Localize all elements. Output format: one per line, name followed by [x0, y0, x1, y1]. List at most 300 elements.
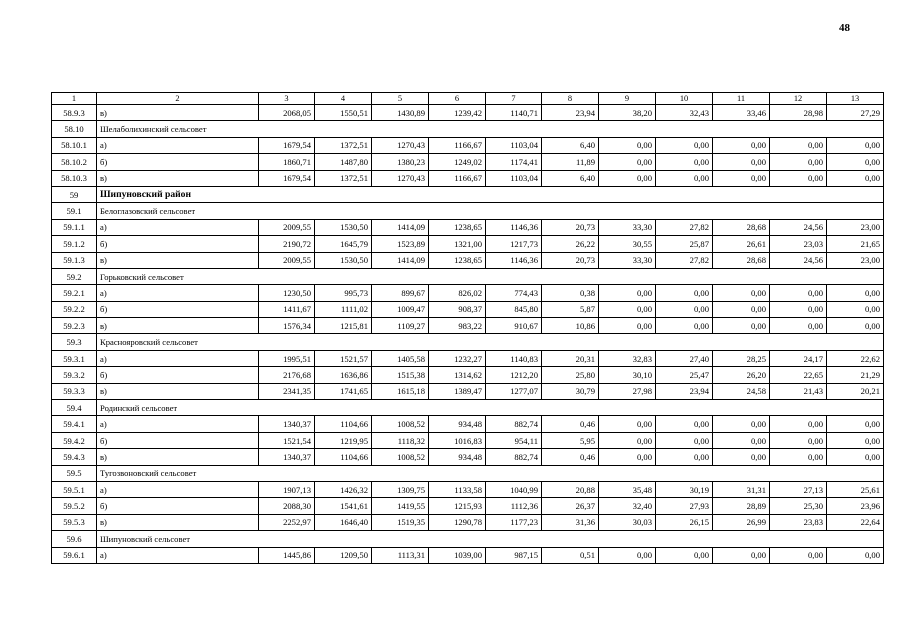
row-code: 59.5.3: [52, 514, 97, 530]
table-cell: 0,00: [656, 318, 713, 334]
table-cell: 845,80: [486, 301, 542, 317]
row-code: 59.4: [52, 400, 97, 416]
table-cell: 25,61: [827, 481, 884, 497]
table-cell: 27,13: [770, 481, 827, 497]
row-code: 58.10: [52, 121, 97, 137]
table-cell: 1414,09: [372, 252, 429, 268]
table-cell: 0,00: [656, 170, 713, 186]
row-variant-label: б): [97, 301, 259, 317]
table-cell: 26,22: [542, 236, 599, 252]
table-cell: 910,67: [486, 318, 542, 334]
table-cell: 774,43: [486, 285, 542, 301]
table-cell: 0,00: [827, 416, 884, 432]
row-code: 59.4.2: [52, 432, 97, 448]
table-cell: 24,56: [770, 219, 827, 235]
table-cell: 1217,73: [486, 236, 542, 252]
section-row: [52, 334, 884, 350]
table-cell: 0,00: [713, 449, 770, 465]
table-cell: 23,94: [542, 105, 599, 121]
table-cell: 1177,23: [486, 514, 542, 530]
table-cell: 23,83: [770, 514, 827, 530]
row-code: 58.9.3: [52, 105, 97, 121]
table-cell: 0,00: [827, 137, 884, 153]
table-cell: 25,47: [656, 367, 713, 383]
table-row: [52, 547, 884, 563]
table-cell: 0,00: [770, 170, 827, 186]
table-cell: 0,00: [656, 137, 713, 153]
table-cell: 26,37: [542, 498, 599, 514]
table-cell: 1146,36: [486, 219, 542, 235]
row-variant-label: в): [97, 514, 259, 530]
table-cell: 1238,65: [429, 252, 486, 268]
table-cell: 1166,67: [429, 170, 486, 186]
table-cell: 1487,80: [315, 154, 372, 170]
table-cell: 27,40: [656, 350, 713, 366]
table-cell: 1340,37: [259, 416, 315, 432]
table-cell: 0,00: [599, 416, 656, 432]
table-cell: 20,73: [542, 219, 599, 235]
table-cell: 2176,68: [259, 367, 315, 383]
row-variant-label: в): [97, 449, 259, 465]
table-cell: 0,00: [770, 318, 827, 334]
table-cell: 1860,71: [259, 154, 315, 170]
row-code: 58.10.2: [52, 154, 97, 170]
row-variant-label: в): [97, 318, 259, 334]
table-cell: 28,25: [713, 350, 770, 366]
table-cell: 6,40: [542, 137, 599, 153]
table-row: [52, 301, 884, 317]
table-row: [52, 252, 884, 268]
table-cell: 2068,05: [259, 105, 315, 121]
row-variant-label: а): [97, 416, 259, 432]
table-row: [52, 170, 884, 186]
table-cell: 21,29: [827, 367, 884, 383]
column-number: 8: [542, 93, 599, 105]
table-row: [52, 514, 884, 530]
table-cell: 0,00: [827, 285, 884, 301]
column-number: 9: [599, 93, 656, 105]
table-cell: 1270,43: [372, 137, 429, 153]
table-cell: 0,00: [656, 432, 713, 448]
table-cell: 0,00: [770, 416, 827, 432]
table-cell: 987,15: [486, 547, 542, 563]
table-cell: 1541,61: [315, 498, 372, 514]
row-variant-label: в): [97, 383, 259, 399]
table-cell: 30,19: [656, 481, 713, 497]
table-cell: 1209,50: [315, 547, 372, 563]
row-variant-label: в): [97, 105, 259, 121]
section-name: Шелаболихинский сельсовет: [97, 121, 884, 137]
table-cell: 882,74: [486, 449, 542, 465]
row-variant-label: б): [97, 498, 259, 514]
table-cell: 10,86: [542, 318, 599, 334]
table-cell: 25,87: [656, 236, 713, 252]
table-cell: 1112,36: [486, 498, 542, 514]
table-row: [52, 449, 884, 465]
table-cell: 0,00: [827, 449, 884, 465]
table-cell: 1009,47: [372, 301, 429, 317]
table-row: [52, 498, 884, 514]
column-number: 11: [713, 93, 770, 105]
table-row: [52, 137, 884, 153]
row-code: 59.6.1: [52, 547, 97, 563]
table-cell: 11,89: [542, 154, 599, 170]
table-cell: 0,00: [713, 301, 770, 317]
page-number: 48: [839, 22, 850, 34]
table-cell: 27,29: [827, 105, 884, 121]
table-cell: 1104,66: [315, 416, 372, 432]
row-code: 59.6: [52, 531, 97, 547]
column-number: 7: [486, 93, 542, 105]
table-cell: 24,56: [770, 252, 827, 268]
table-cell: 0,00: [713, 416, 770, 432]
section-row: [52, 268, 884, 284]
table-cell: 1212,20: [486, 367, 542, 383]
table-cell: 0,00: [770, 449, 827, 465]
row-code: 58.10.1: [52, 137, 97, 153]
table-cell: 23,03: [770, 236, 827, 252]
table-cell: 0,00: [713, 318, 770, 334]
table-cell: 32,40: [599, 498, 656, 514]
table-cell: 1646,40: [315, 514, 372, 530]
row-code: 59.3.1: [52, 350, 97, 366]
table-cell: 1146,36: [486, 252, 542, 268]
row-code: 59.5: [52, 465, 97, 481]
table-cell: 30,03: [599, 514, 656, 530]
table-cell: 0,00: [599, 154, 656, 170]
table-cell: 2009,55: [259, 219, 315, 235]
table-cell: 0,00: [713, 154, 770, 170]
table-cell: 0,00: [770, 137, 827, 153]
row-code: 59: [52, 186, 97, 202]
table-cell: 0,00: [656, 449, 713, 465]
table-cell: 20,73: [542, 252, 599, 268]
table-cell: 27,98: [599, 383, 656, 399]
table-cell: 27,93: [656, 498, 713, 514]
column-number: 1: [52, 93, 97, 105]
table-cell: 28,98: [770, 105, 827, 121]
table-cell: 1109,27: [372, 318, 429, 334]
table-cell: 1515,38: [372, 367, 429, 383]
row-variant-label: а): [97, 285, 259, 301]
table-cell: 33,30: [599, 219, 656, 235]
table-cell: 0,00: [599, 318, 656, 334]
table-cell: 1679,54: [259, 137, 315, 153]
row-variant-label: а): [97, 350, 259, 366]
table-row: [52, 350, 884, 366]
section-row: [52, 203, 884, 219]
table-cell: 1679,54: [259, 170, 315, 186]
table-cell: 1309,75: [372, 481, 429, 497]
table-cell: 934,48: [429, 449, 486, 465]
table-cell: 30,55: [599, 236, 656, 252]
table-row: [52, 481, 884, 497]
row-variant-label: в): [97, 170, 259, 186]
table-cell: 1103,04: [486, 137, 542, 153]
table-cell: 1140,71: [486, 105, 542, 121]
table-cell: 1389,47: [429, 383, 486, 399]
row-variant-label: б): [97, 432, 259, 448]
table-cell: 0,00: [770, 547, 827, 563]
table-cell: 0,00: [827, 154, 884, 170]
table-cell: 0,00: [599, 137, 656, 153]
table-cell: 28,68: [713, 252, 770, 268]
table-cell: 5,95: [542, 432, 599, 448]
table-cell: 1523,89: [372, 236, 429, 252]
section-row: [52, 121, 884, 137]
table-cell: 30,79: [542, 383, 599, 399]
column-number: 4: [315, 93, 372, 105]
district-row: [52, 186, 884, 202]
table-cell: 0,46: [542, 416, 599, 432]
table-cell: 0,00: [656, 301, 713, 317]
row-variant-label: а): [97, 137, 259, 153]
table-cell: 0,00: [656, 416, 713, 432]
section-name: Тугозвоновский сельсовет: [97, 465, 884, 481]
table-cell: 1215,93: [429, 498, 486, 514]
table-cell: 1995,51: [259, 350, 315, 366]
row-code: 59.4.3: [52, 449, 97, 465]
table-cell: 24,17: [770, 350, 827, 366]
table-cell: 1530,50: [315, 219, 372, 235]
table-cell: 1550,51: [315, 105, 372, 121]
row-variant-label: а): [97, 481, 259, 497]
table-cell: 0,00: [827, 301, 884, 317]
table-cell: 1321,00: [429, 236, 486, 252]
table-row: [52, 367, 884, 383]
table-cell: 0,00: [713, 170, 770, 186]
table-cell: 1008,52: [372, 449, 429, 465]
table-cell: 0,00: [827, 547, 884, 563]
table-cell: 0,00: [599, 301, 656, 317]
table-cell: 995,73: [315, 285, 372, 301]
row-code: 58.10.3: [52, 170, 97, 186]
row-variant-label: б): [97, 367, 259, 383]
row-variant-label: б): [97, 154, 259, 170]
table-cell: 21,43: [770, 383, 827, 399]
table-cell: 30,10: [599, 367, 656, 383]
section-row: [52, 400, 884, 416]
table-cell: 0,00: [770, 432, 827, 448]
table-cell: 23,94: [656, 383, 713, 399]
row-code: 59.2.2: [52, 301, 97, 317]
table-cell: 1133,58: [429, 481, 486, 497]
table-cell: 0,46: [542, 449, 599, 465]
table-cell: 38,20: [599, 105, 656, 121]
row-code: 59.5.1: [52, 481, 97, 497]
table-cell: 25,80: [542, 367, 599, 383]
row-code: 59.1.1: [52, 219, 97, 235]
table-cell: 1166,67: [429, 137, 486, 153]
table-cell: 1636,86: [315, 367, 372, 383]
table-cell: 1419,55: [372, 498, 429, 514]
table-cell: 21,65: [827, 236, 884, 252]
table-cell: 23,00: [827, 219, 884, 235]
table-cell: 1230,50: [259, 285, 315, 301]
table-cell: 1521,57: [315, 350, 372, 366]
table-cell: 23,00: [827, 252, 884, 268]
table-cell: 882,74: [486, 416, 542, 432]
table-cell: 26,20: [713, 367, 770, 383]
table-cell: 22,64: [827, 514, 884, 530]
tariff-table: [51, 92, 884, 564]
table-cell: 1040,99: [486, 481, 542, 497]
row-code: 59.2.1: [52, 285, 97, 301]
column-number: 5: [372, 93, 429, 105]
table-cell: 1270,43: [372, 170, 429, 186]
table-cell: 2190,72: [259, 236, 315, 252]
district-name: Шипуновский район: [97, 186, 884, 202]
table-cell: 22,62: [827, 350, 884, 366]
row-code: 59.2.3: [52, 318, 97, 334]
table-cell: 33,30: [599, 252, 656, 268]
table-cell: 33,46: [713, 105, 770, 121]
table-cell: 1140,83: [486, 350, 542, 366]
column-number: 6: [429, 93, 486, 105]
table-cell: 1445,86: [259, 547, 315, 563]
section-row: [52, 465, 884, 481]
table-cell: 0,00: [713, 285, 770, 301]
table-cell: 1239,42: [429, 105, 486, 121]
table-cell: 1232,27: [429, 350, 486, 366]
table-cell: 1219,95: [315, 432, 372, 448]
table-row: [52, 154, 884, 170]
table-cell: 1430,89: [372, 105, 429, 121]
table-cell: 0,00: [713, 432, 770, 448]
table-cell: 0,00: [770, 301, 827, 317]
table-row: [52, 105, 884, 121]
table-cell: 1414,09: [372, 219, 429, 235]
column-number: 2: [97, 93, 259, 105]
table-cell: 1118,32: [372, 432, 429, 448]
table-cell: 23,96: [827, 498, 884, 514]
column-number: 12: [770, 93, 827, 105]
table-row: [52, 318, 884, 334]
table-cell: 1104,66: [315, 449, 372, 465]
row-code: 59.3: [52, 334, 97, 350]
table-cell: 1907,13: [259, 481, 315, 497]
row-code: 59.1: [52, 203, 97, 219]
table-cell: 1519,35: [372, 514, 429, 530]
table-body: [52, 93, 884, 564]
table-cell: 1174,41: [486, 154, 542, 170]
section-row: [52, 531, 884, 547]
table-cell: 31,36: [542, 514, 599, 530]
table-cell: 908,37: [429, 301, 486, 317]
table-cell: 26,99: [713, 514, 770, 530]
table-cell: 1576,34: [259, 318, 315, 334]
table-cell: 24,58: [713, 383, 770, 399]
table-cell: 0,00: [827, 432, 884, 448]
table-cell: 899,67: [372, 285, 429, 301]
section-name: Краснояровский сельсовет: [97, 334, 884, 350]
table-cell: 1380,23: [372, 154, 429, 170]
column-number: 10: [656, 93, 713, 105]
table-row: [52, 219, 884, 235]
table-cell: 0,38: [542, 285, 599, 301]
section-name: Горьковский сельсовет: [97, 268, 884, 284]
table-cell: 1103,04: [486, 170, 542, 186]
table-cell: 32,83: [599, 350, 656, 366]
table-cell: 0,00: [656, 547, 713, 563]
row-code: 59.3.2: [52, 367, 97, 383]
table-cell: 0,00: [770, 285, 827, 301]
table-cell: 26,61: [713, 236, 770, 252]
table-cell: 27,82: [656, 219, 713, 235]
table-cell: 1215,81: [315, 318, 372, 334]
table-cell: 1039,00: [429, 547, 486, 563]
table-cell: 0,00: [770, 154, 827, 170]
table-cell: 1372,51: [315, 137, 372, 153]
row-code: 59.5.2: [52, 498, 97, 514]
section-name: Шипуновский сельсовет: [97, 531, 884, 547]
table-cell: 0,00: [713, 547, 770, 563]
row-code: 59.1.3: [52, 252, 97, 268]
table-cell: 1340,37: [259, 449, 315, 465]
row-variant-label: а): [97, 547, 259, 563]
table-cell: 954,11: [486, 432, 542, 448]
table-cell: 1314,62: [429, 367, 486, 383]
table-cell: 0,00: [827, 318, 884, 334]
table-cell: 0,00: [599, 449, 656, 465]
table-row: [52, 416, 884, 432]
table-cell: 1016,83: [429, 432, 486, 448]
table-cell: 0,51: [542, 547, 599, 563]
row-variant-label: б): [97, 236, 259, 252]
row-code: 59.1.2: [52, 236, 97, 252]
row-variant-label: в): [97, 252, 259, 268]
table-cell: 1290,78: [429, 514, 486, 530]
column-number-row: [52, 93, 884, 105]
table-cell: 1277,07: [486, 383, 542, 399]
table-cell: 1426,32: [315, 481, 372, 497]
table-cell: 35,48: [599, 481, 656, 497]
table-cell: 0,00: [599, 170, 656, 186]
column-number: 13: [827, 93, 884, 105]
table-cell: 0,00: [656, 154, 713, 170]
section-name: Белоглазовский сельсовет: [97, 203, 884, 219]
table-cell: 26,15: [656, 514, 713, 530]
table-cell: 983,22: [429, 318, 486, 334]
row-code: 59.2: [52, 268, 97, 284]
table-cell: 0,00: [656, 285, 713, 301]
table-cell: 1521,54: [259, 432, 315, 448]
table-cell: 1113,31: [372, 547, 429, 563]
row-code: 59.3.3: [52, 383, 97, 399]
table-cell: 1615,18: [372, 383, 429, 399]
table-cell: 28,89: [713, 498, 770, 514]
table-cell: 20,88: [542, 481, 599, 497]
table-cell: 25,30: [770, 498, 827, 514]
table-row: [52, 432, 884, 448]
table-cell: 1741,65: [315, 383, 372, 399]
table-cell: 1249,02: [429, 154, 486, 170]
row-variant-label: а): [97, 219, 259, 235]
table-cell: 0,00: [599, 285, 656, 301]
table-cell: 1111,02: [315, 301, 372, 317]
table-row: [52, 285, 884, 301]
table-cell: 1645,79: [315, 236, 372, 252]
table-cell: 2088,30: [259, 498, 315, 514]
table-cell: 0,00: [827, 170, 884, 186]
table-cell: 28,68: [713, 219, 770, 235]
table-cell: 0,00: [599, 432, 656, 448]
table-cell: 2252,97: [259, 514, 315, 530]
table-cell: 32,43: [656, 105, 713, 121]
table-cell: 22,65: [770, 367, 827, 383]
table-row: [52, 236, 884, 252]
table-cell: 2009,55: [259, 252, 315, 268]
